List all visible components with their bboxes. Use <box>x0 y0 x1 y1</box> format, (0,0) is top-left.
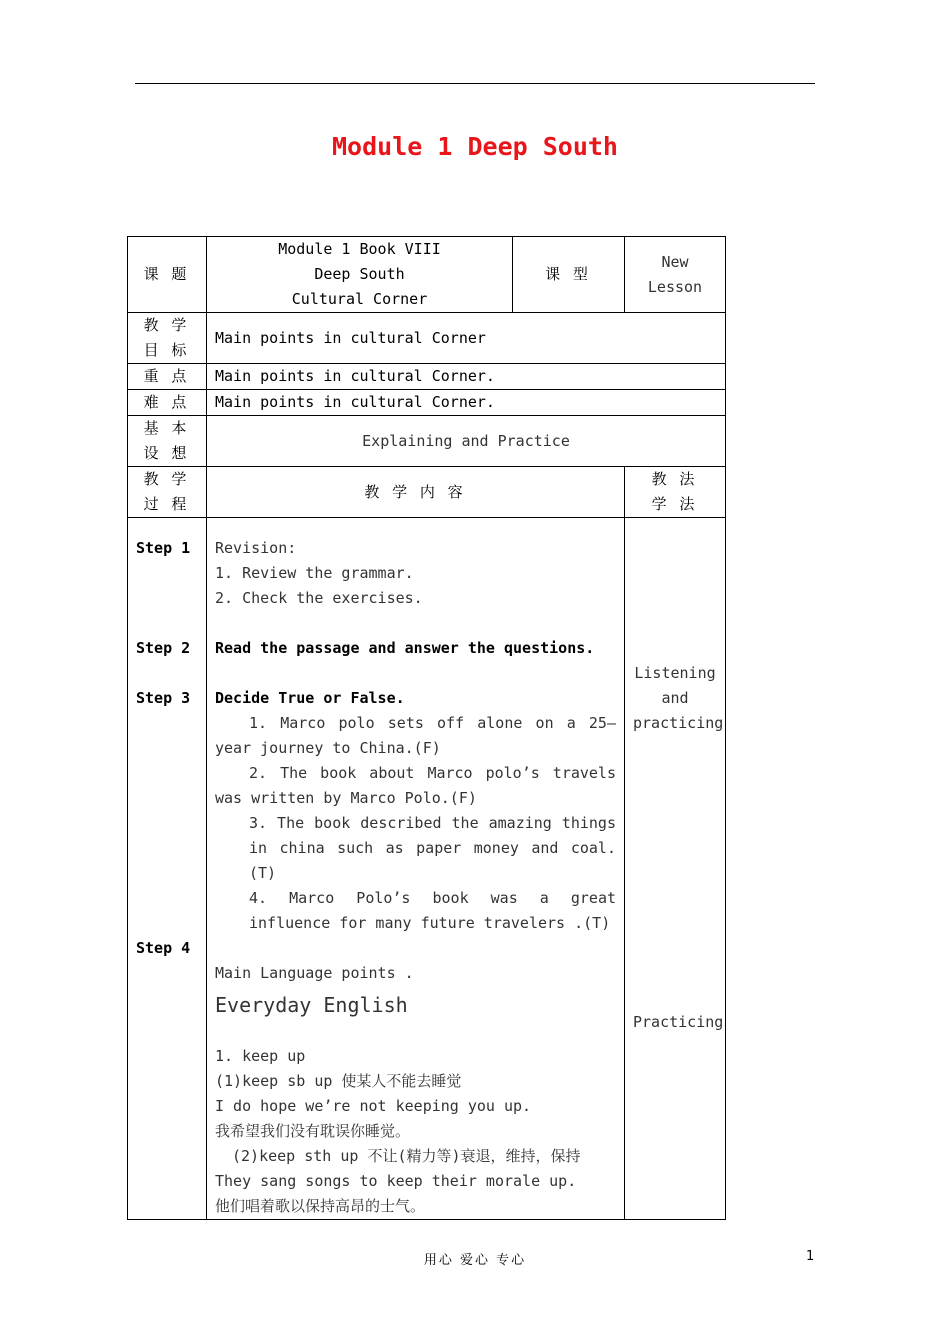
step-label: Step 2 <box>136 639 191 657</box>
tf-item: 4. Marco Polo’s book was a great influence for many future travelers .(T) <box>249 889 626 932</box>
step2-text: Read the passage and answer the questions. <box>215 639 595 657</box>
step3-heading: Decide True or False. <box>215 689 405 707</box>
step-label: Step 3 <box>136 689 191 707</box>
revision-item: 1. Review the grammar. <box>215 564 414 582</box>
process-label <box>128 467 207 518</box>
row-design <box>128 416 726 467</box>
revision-heading: Revision: <box>215 539 297 557</box>
row-process-body <box>128 518 726 1220</box>
content-header: 教 学 内 容 <box>207 467 625 518</box>
methods-column <box>625 518 726 1220</box>
goals-label-line: 教 学 <box>143 316 191 334</box>
keypoint-line: They sang songs to keep their morale up. <box>215 1172 577 1190</box>
tf-item: 1. Marco polo sets off alone on a 25—year journey to China.(F) <box>215 714 616 757</box>
step4-heading: Main Language points . <box>215 964 414 982</box>
type-value: New Lesson <box>625 237 726 313</box>
keypoint-line: I do hope we’re not keeping you up. <box>215 1097 532 1115</box>
row-key <box>128 364 726 390</box>
header-rule <box>135 83 815 84</box>
row-difficult <box>128 390 726 416</box>
topic-line: Cultural Corner <box>291 290 428 308</box>
goals-label <box>128 313 207 364</box>
design-label <box>128 416 207 467</box>
goals-value: Main points in cultural Corner <box>207 313 726 364</box>
design-label-line: 设 想 <box>143 444 191 462</box>
keypoint-line: 我希望我们没有耽误你睡觉。 <box>215 1122 411 1140</box>
keypoint-line: 1. keep up <box>215 1047 306 1065</box>
method-header-line: 学 法 <box>651 495 699 513</box>
goals-label-line: 目 标 <box>143 341 191 359</box>
keypoint-line: (2)keep sth up 不让(精力等)衰退，维持，保持 <box>232 1147 581 1165</box>
lesson-plan-table <box>127 236 726 1220</box>
topic-value <box>207 237 513 313</box>
keypoint-line: (1)keep sb up 使某人不能去睡觉 <box>215 1072 462 1090</box>
step-label: Step 4 <box>136 939 191 957</box>
step-label: Step 1 <box>136 539 191 557</box>
design-value: Explaining and Practice <box>207 416 726 467</box>
method-line: and <box>661 689 689 707</box>
difficult-label: 难 点 <box>128 390 207 416</box>
key-value: Main points in cultural Corner. <box>207 364 726 390</box>
keypoint-line: 他们唱着歌以保持高昂的士气。 <box>215 1197 426 1215</box>
process-label-line: 过 程 <box>143 495 191 513</box>
difficult-value: Main points in cultural Corner. <box>207 390 726 416</box>
steps-column <box>128 518 207 1220</box>
row-topic <box>128 237 726 313</box>
method-header <box>625 467 726 518</box>
process-label-line: 教 学 <box>143 470 191 488</box>
design-label-line: 基 本 <box>143 419 191 437</box>
content-column <box>207 518 625 1220</box>
row-process-header <box>128 467 726 518</box>
key-label: 重 点 <box>128 364 207 390</box>
method-line: Practicing <box>633 1013 724 1031</box>
revision-item: 2. Check the exercises. <box>215 589 423 607</box>
method-line: practicing <box>633 714 724 732</box>
topic-line: Module 1 Book VIII <box>278 240 441 258</box>
page-number: 1 <box>806 1249 815 1264</box>
tf-item: 3. The book described the amazing things in china such as paper money and coal.(T) <box>249 814 626 882</box>
page-footer: 用心 爱心 专心 <box>423 1253 527 1268</box>
method-line: Listening <box>634 664 716 682</box>
topic-label: 课 题 <box>128 237 207 313</box>
tf-item: 2. The book about Marco polo’s travels was written by Marco Polo.(F) <box>215 764 626 807</box>
topic-line: Deep South <box>314 265 405 283</box>
page-title: Module 1 Deep South <box>332 132 618 161</box>
method-header-line: 教 法 <box>651 470 699 488</box>
row-goals <box>128 313 726 364</box>
everyday-english-heading: Everyday English <box>215 993 408 1017</box>
type-label: 课 型 <box>513 237 625 313</box>
